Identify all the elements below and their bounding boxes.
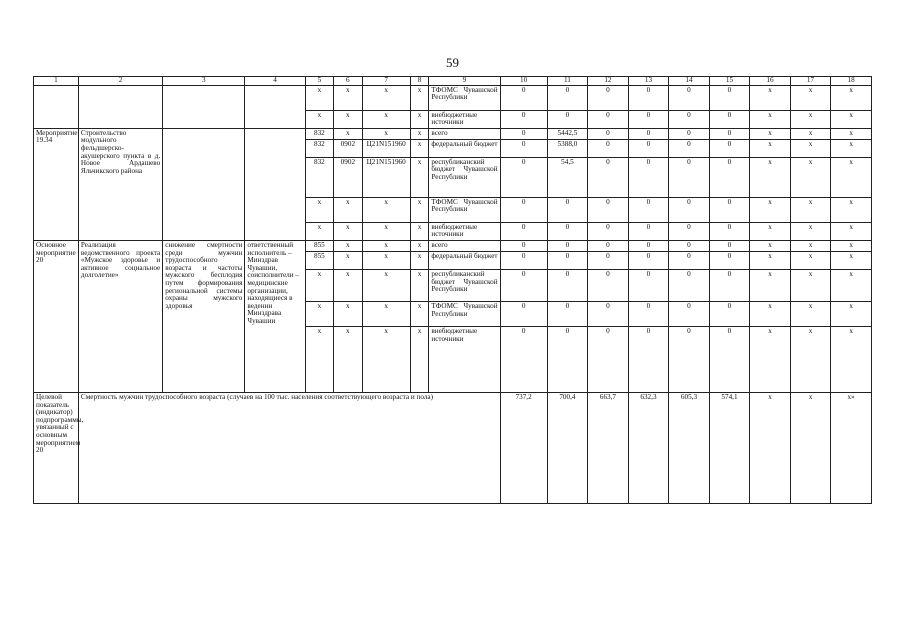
value-cell: x (790, 139, 831, 157)
source-cell: всего (429, 128, 500, 139)
event-description: Строительство модульного фельдшерско-акушерского пункта в д. Новое Ардашево Яльчикского района (78, 128, 162, 240)
value-cell: 0 (709, 197, 750, 222)
column-number: 7 (362, 77, 410, 86)
source-cell: внебюджетные источники (429, 222, 500, 240)
indicator-row (34, 392, 872, 503)
source-cell: всего (429, 240, 500, 251)
value-cell: x (831, 269, 872, 301)
value-cell: 0 (500, 269, 547, 301)
event-description: Реализация ведомственного проекта «Мужское здоровье и активное социальное долголетие» (78, 240, 162, 392)
value-cell: x (362, 240, 410, 251)
value-cell: x (410, 240, 429, 251)
value-cell: 832 (305, 139, 333, 157)
value-cell: x (831, 301, 872, 326)
column-number: 3 (163, 77, 245, 86)
value-cell: 5388,0 (547, 139, 588, 157)
column-number: 8 (410, 77, 429, 86)
value-cell: x (790, 197, 831, 222)
value-cell: 0 (547, 269, 588, 301)
value-cell: x (334, 326, 362, 392)
value-cell: x (790, 326, 831, 392)
value-cell: 54,5 (547, 157, 588, 197)
value-cell: x (790, 222, 831, 240)
indicator-value: 663,7 (588, 392, 629, 503)
value-cell: 0 (547, 240, 588, 251)
value-cell: 0 (588, 222, 629, 240)
value-cell: x (305, 222, 333, 240)
value-cell: 0 (547, 110, 588, 128)
value-cell: x (790, 110, 831, 128)
value-cell: x (362, 269, 410, 301)
value-cell: 0 (669, 197, 710, 222)
value-cell: 0 (709, 326, 750, 392)
column-number: 10 (500, 77, 547, 86)
value-cell: x (790, 269, 831, 301)
value-cell: 0 (628, 110, 669, 128)
value-cell: x (750, 269, 791, 301)
value-cell: 0902 (334, 139, 362, 157)
value-cell: 0 (669, 139, 710, 157)
column-number: 9 (429, 77, 500, 86)
value-cell: x (410, 110, 429, 128)
source-cell: внебюджетные источники (429, 110, 500, 128)
value-cell: x (362, 197, 410, 222)
value-cell: 0 (669, 110, 710, 128)
value-cell: x (334, 240, 362, 251)
value-cell: x (831, 157, 872, 197)
value-cell: 0 (669, 222, 710, 240)
table-cell (245, 85, 305, 128)
value-cell: x (831, 251, 872, 269)
column-number: 16 (750, 77, 791, 86)
value-cell: x (750, 85, 791, 110)
value-cell: x (334, 197, 362, 222)
value-cell: 0 (547, 326, 588, 392)
column-number: 17 (790, 77, 831, 86)
value-cell: 0 (588, 197, 629, 222)
value-cell: 5442,5 (547, 128, 588, 139)
value-cell: x (410, 157, 429, 197)
value-cell: 0 (500, 326, 547, 392)
table-cell (163, 85, 245, 128)
value-cell: x (362, 301, 410, 326)
value-cell: 0 (500, 301, 547, 326)
value-cell: x (362, 251, 410, 269)
value-cell: x (750, 139, 791, 157)
table-cell (78, 85, 162, 128)
source-cell: республиканский бюджет Чувашской Республики (429, 269, 500, 301)
value-cell: 0 (669, 85, 710, 110)
value-cell: 0 (588, 240, 629, 251)
value-cell: x (305, 269, 333, 301)
value-cell: 0 (628, 139, 669, 157)
event-name: Мероприятие 19.34 (34, 128, 79, 240)
value-cell: 0 (709, 269, 750, 301)
value-cell: x (305, 326, 333, 392)
value-cell: x (410, 139, 429, 157)
value-cell: x (831, 240, 872, 251)
value-cell: x (410, 326, 429, 392)
value-cell: x (334, 269, 362, 301)
indicator-value: 700,4 (547, 392, 588, 503)
value-cell: Ц21N151960 (362, 157, 410, 197)
value-cell: 0 (588, 128, 629, 139)
value-cell: 0 (588, 110, 629, 128)
indicator-value: x (790, 392, 831, 503)
value-cell: 0 (669, 301, 710, 326)
event-goal: снижение смертности среди мужчин трудоспособного возраста и частоты мужского бесплодия путем формирования региональной системы охраны мужского здоровья (163, 240, 245, 392)
value-cell: x (305, 301, 333, 326)
value-cell: 0 (588, 269, 629, 301)
indicator-value: 605,3 (669, 392, 710, 503)
value-cell: x (831, 326, 872, 392)
value-cell: 0 (588, 85, 629, 110)
value-cell: x (362, 222, 410, 240)
value-cell: x (790, 301, 831, 326)
value-cell: x (410, 128, 429, 139)
value-cell: x (362, 326, 410, 392)
event-executor: ответственный исполнитель – Минздрав Чувашии, соисполнители – медицинские организации, находящиеся в ведении Минздрава Чувашии (245, 240, 305, 392)
value-cell: 832 (305, 157, 333, 197)
column-number: 15 (709, 77, 750, 86)
source-cell: ТФОМС Чувашской Республики (429, 197, 500, 222)
value-cell: 0 (500, 110, 547, 128)
value-cell: x (410, 85, 429, 110)
value-cell: 0 (628, 301, 669, 326)
value-cell: 0 (588, 157, 629, 197)
value-cell: 855 (305, 240, 333, 251)
table-cell (245, 128, 305, 240)
value-cell: x (362, 128, 410, 139)
value-cell: x (790, 85, 831, 110)
value-cell: 0 (628, 85, 669, 110)
value-cell: x (831, 139, 872, 157)
value-cell: 0 (500, 139, 547, 157)
column-number: 1 (34, 77, 79, 86)
column-number: 14 (669, 77, 710, 86)
column-number: 11 (547, 77, 588, 86)
indicator-value: 737,2 (500, 392, 547, 503)
value-cell: 0 (500, 85, 547, 110)
value-cell: 855 (305, 251, 333, 269)
value-cell: x (334, 110, 362, 128)
value-cell: 0 (709, 85, 750, 110)
value-cell: 0 (669, 157, 710, 197)
value-cell: 0 (547, 197, 588, 222)
value-cell: x (831, 110, 872, 128)
value-cell: 0 (500, 222, 547, 240)
value-cell: Ц21N151960 (362, 139, 410, 157)
value-cell: x (750, 197, 791, 222)
value-cell: 0 (588, 251, 629, 269)
value-cell: 0902 (334, 157, 362, 197)
value-cell: x (334, 222, 362, 240)
value-cell: x (790, 251, 831, 269)
value-cell: x (790, 128, 831, 139)
value-cell: 0 (547, 301, 588, 326)
page-number: 59 (446, 55, 459, 70)
value-cell: x (410, 251, 429, 269)
table-body (34, 77, 872, 504)
value-cell: 0 (669, 240, 710, 251)
value-cell: x (831, 197, 872, 222)
table-cell (163, 128, 245, 240)
value-cell: 0 (588, 301, 629, 326)
value-cell: 0 (669, 128, 710, 139)
value-cell: 0 (669, 251, 710, 269)
value-cell: x (334, 251, 362, 269)
source-cell: внебюджетные источники (429, 326, 500, 392)
value-cell: x (334, 128, 362, 139)
value-cell: x (305, 85, 333, 110)
value-cell: x (750, 251, 791, 269)
value-cell: 0 (547, 251, 588, 269)
column-number: 13 (628, 77, 669, 86)
source-cell: республиканский бюджет Чувашской Республики (429, 157, 500, 197)
value-cell: x (362, 85, 410, 110)
table-row (34, 240, 872, 251)
event-name: Основное мероприятие 20 (34, 240, 79, 392)
value-cell: x (750, 157, 791, 197)
source-cell: федеральный бюджет (429, 139, 500, 157)
value-cell: x (362, 110, 410, 128)
value-cell: 0 (709, 301, 750, 326)
value-cell: x (334, 85, 362, 110)
value-cell: x (410, 197, 429, 222)
value-cell: 0 (588, 139, 629, 157)
value-cell: 0 (709, 240, 750, 251)
value-cell: 0 (669, 269, 710, 301)
value-cell: 0 (628, 326, 669, 392)
value-cell: x (410, 222, 429, 240)
value-cell: x (831, 85, 872, 110)
value-cell: x (750, 222, 791, 240)
value-cell: x (831, 222, 872, 240)
value-cell: x (790, 240, 831, 251)
value-cell: 0 (628, 222, 669, 240)
value-cell: 0 (628, 251, 669, 269)
source-cell: федеральный бюджет (429, 251, 500, 269)
indicator-text: Смертность мужчин трудоспособного возраста (случаев на 100 тыс. населения соответствующего возраста и пола) (78, 392, 500, 503)
value-cell: x (831, 128, 872, 139)
column-number: 5 (305, 77, 333, 86)
budget-table (33, 76, 872, 504)
value-cell: x (750, 110, 791, 128)
value-cell: 0 (500, 251, 547, 269)
value-cell: 0 (588, 326, 629, 392)
value-cell: 0 (709, 128, 750, 139)
indicator-label: Целевой показатель (индикатор) подпрограммы, увязанный с основным мероприятием 20 (34, 392, 79, 503)
value-cell: 0 (709, 251, 750, 269)
value-cell: 0 (500, 128, 547, 139)
value-cell: x (750, 301, 791, 326)
value-cell: 0 (709, 139, 750, 157)
indicator-value: x (750, 392, 791, 503)
column-number: 2 (78, 77, 162, 86)
value-cell: 0 (709, 222, 750, 240)
indicator-value: x» (831, 392, 872, 503)
value-cell: 0 (628, 240, 669, 251)
table-row (34, 85, 872, 110)
column-number: 6 (334, 77, 362, 86)
value-cell: 0 (628, 269, 669, 301)
value-cell: x (305, 110, 333, 128)
value-cell: x (334, 301, 362, 326)
source-cell: ТФОМС Чувашской Республики (429, 301, 500, 326)
value-cell: x (750, 326, 791, 392)
value-cell: 0 (669, 326, 710, 392)
value-cell: 0 (709, 157, 750, 197)
table-row (34, 128, 872, 139)
value-cell: 0 (547, 222, 588, 240)
header-row (34, 77, 872, 86)
value-cell: 0 (628, 157, 669, 197)
value-cell: x (410, 269, 429, 301)
value-cell: 0 (500, 157, 547, 197)
value-cell: 832 (305, 128, 333, 139)
value-cell: x (750, 128, 791, 139)
indicator-value: 632,3 (628, 392, 669, 503)
value-cell: 0 (547, 85, 588, 110)
value-cell: 0 (628, 128, 669, 139)
indicator-value: 574,1 (709, 392, 750, 503)
value-cell: 0 (500, 197, 547, 222)
value-cell: x (790, 157, 831, 197)
value-cell: x (305, 197, 333, 222)
column-number: 4 (245, 77, 305, 86)
value-cell: 0 (500, 240, 547, 251)
source-cell: ТФОМС Чувашской Республики (429, 85, 500, 110)
table-cell (34, 85, 79, 128)
value-cell: x (750, 240, 791, 251)
value-cell: 0 (628, 197, 669, 222)
column-number: 12 (588, 77, 629, 86)
value-cell: 0 (709, 110, 750, 128)
column-number: 18 (831, 77, 872, 86)
value-cell: x (410, 301, 429, 326)
